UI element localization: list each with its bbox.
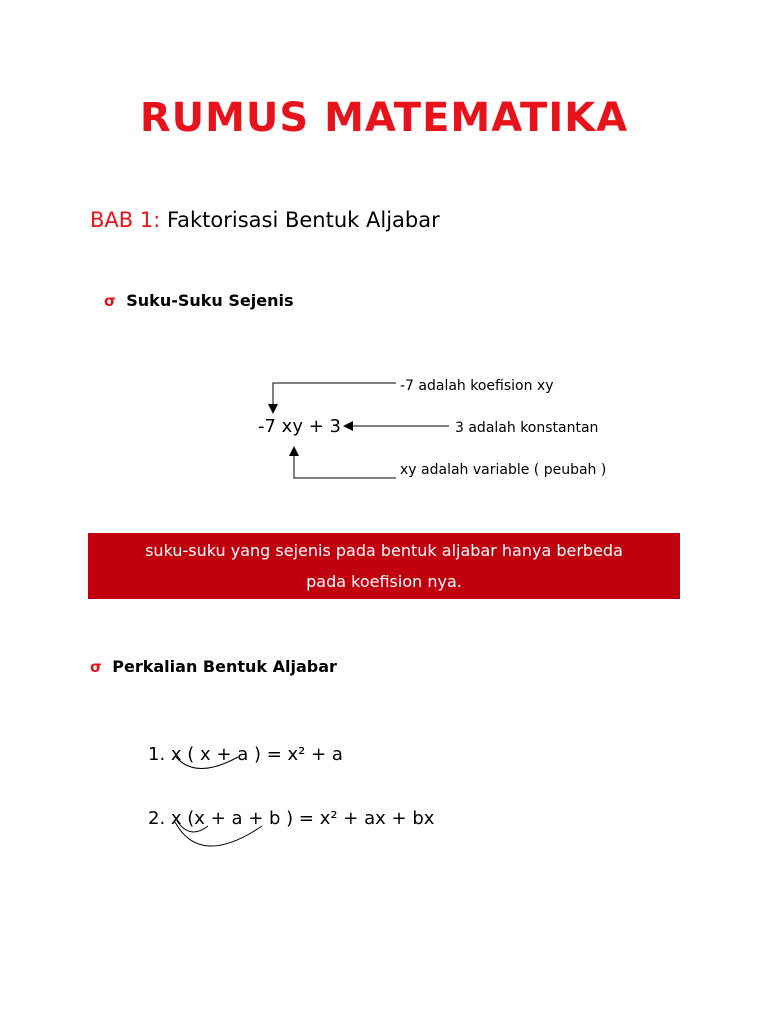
document-title: RUMUS MATEMATIKA <box>139 95 629 141</box>
formula-2: 2. x (x + a + b ) = x² + ax + bx <box>148 808 435 829</box>
arrow-up-icon <box>289 446 299 456</box>
note-constant: 3 adalah konstantan <box>455 420 599 436</box>
note-coefficient: -7 adalah koefision xy <box>400 378 554 394</box>
formula-1: 1. x ( x + a ) = x² + a <box>148 744 343 765</box>
highlight-banner <box>88 533 680 599</box>
banner-line-1: suku-suku yang sejenis pada bentuk aljabar hanya berbeda <box>145 541 623 560</box>
chapter-number: BAB 1: <box>90 208 161 232</box>
section-heading-perkalian <box>90 656 337 678</box>
arrow-down-icon <box>268 404 278 414</box>
chapter-name: Faktorisasi Bentuk Aljabar <box>166 208 440 232</box>
arrow-left-icon <box>343 421 353 431</box>
bullet-icon: σ <box>90 658 102 676</box>
banner-line-2: pada koefision nya. <box>306 572 462 591</box>
algebraic-expression: -7 xy + 3 <box>258 416 341 437</box>
note-variable: xy adalah variable ( peubah ) <box>400 462 607 478</box>
section-heading-label: Perkalian Bentuk Aljabar <box>112 657 337 676</box>
section-heading-label: Suku-Suku Sejenis <box>126 291 294 310</box>
bullet-icon: σ <box>104 292 116 310</box>
